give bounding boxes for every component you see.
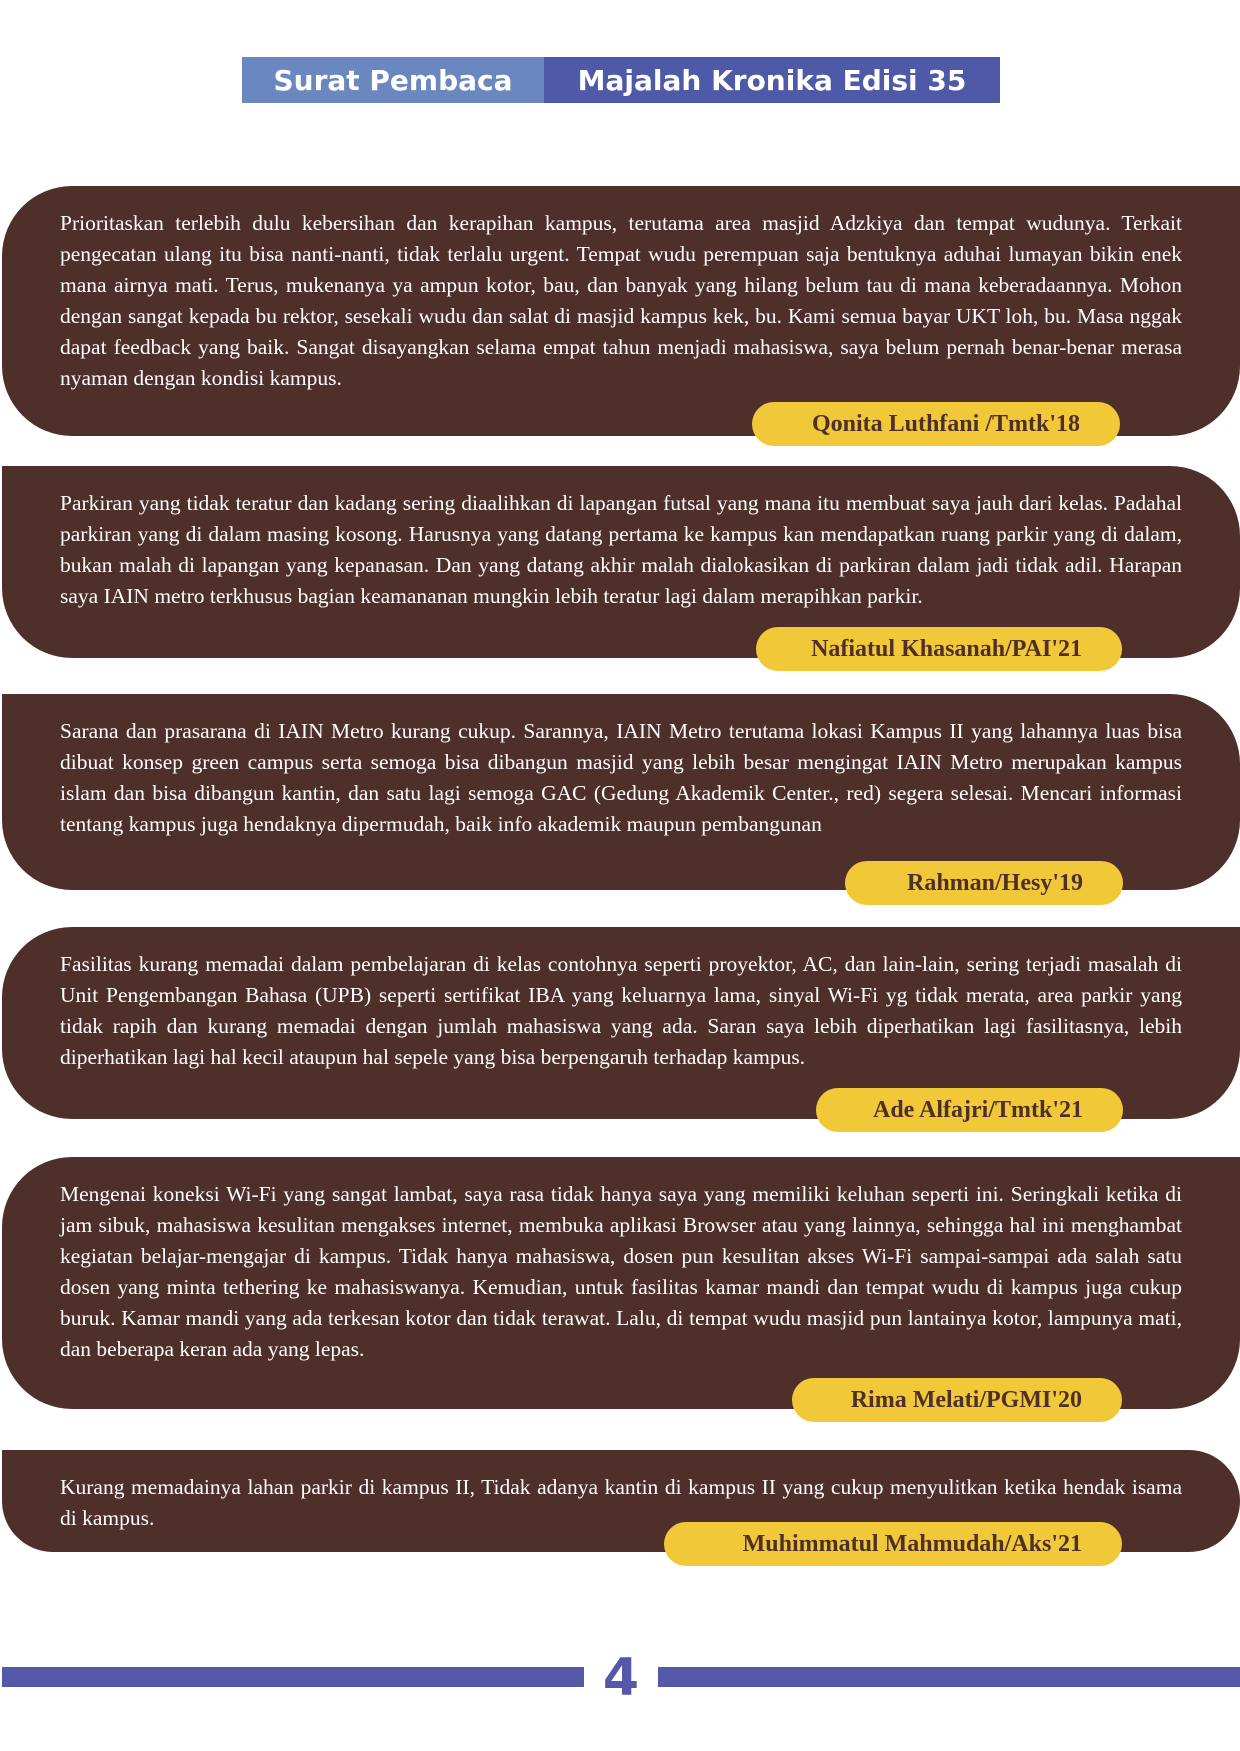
footer-bar-left	[2, 1667, 584, 1687]
letter-text: Prioritaskan terlebih dulu kebersihan dan kerapihan kampus, terutama area masjid Adzkiya dan tempat wudunya. Terkait pengecatan ulang itu bisa nanti-nanti, tidak terlalu urgent. Tempat wudu perempuan saja bentuknya aduhai lumayan bikin enek mana airnya mati. Terus, mukenanya ya ampun kotor, bau, dan banyak yang hilang belum tau di mana keberadaannya. Mohon dengan sangat kepada bu rektor, sesekali wudu dan salat di masjid kampus kek, bu. Kami semua bayar UKT loh, bu. Masa nggak dapat feedback yang baik. Sangat disayangkan selama empat tahun menjadi mahasiswa, saya belum pernah benar-benar merasa nyaman dengan kondisi kampus.	[60, 211, 1182, 390]
letter-author: Muhimmatul Mahmudah/Aks'21	[664, 1522, 1122, 1566]
section-title: Surat Pembaca	[242, 57, 544, 103]
letter-author: Rahman/Hesy'19	[845, 861, 1123, 905]
letter-text: Fasilitas kurang memadai dalam pembelajaran di kelas contohnya seperti proyektor, AC, dan lain-lain, sering terjadi masalah di Unit Pengembangan Bahasa (UPB) seperti sertifikat IBA yang keluarnya lama, sinyal Wi-Fi yg tidak merata, area parkir yang tidak rapih dan kurang memadai dengan jumlah mahasiswa yang ada. Saran saya lebih diperhatikan lagi fasilitasnya, lebih diperhatikan lagi hal kecil ataupun hal sepele yang bisa berpengaruh terhadap kampus.	[60, 952, 1182, 1069]
letter-author: Rima Melati/PGMI'20	[792, 1378, 1122, 1422]
letter-author: Nafiatul Khasanah/PAI'21	[756, 627, 1122, 671]
footer-bar-right	[658, 1667, 1240, 1687]
letter-card	[2, 1157, 1240, 1409]
magazine-title: Majalah Kronika Edisi 35	[544, 57, 1000, 103]
letter-card	[2, 186, 1240, 436]
page-number: 4	[602, 1648, 640, 1708]
letter-text: Kurang memadainya lahan parkir di kampus II, Tidak adanya kantin di kampus II yang cukup menyulitkan ketika hendak isama di kampus.	[60, 1475, 1182, 1530]
letter-author: Qonita Luthfani /Tmtk'18	[752, 402, 1120, 446]
letter-author: Ade Alfajri/Tmtk'21	[816, 1088, 1123, 1132]
letter-text: Mengenai koneksi Wi-Fi yang sangat lambat, saya rasa tidak hanya saya yang memiliki keluhan seperti ini. Seringkali ketika di jam sibuk, mahasiswa kesulitan mengakses internet, membuka aplikasi Browser atau yang lainnya, sehingga hal ini menghambat kegiatan belajar-mengajar di kampus. Tidak hanya mahasiswa, dosen pun kesulitan akses Wi-Fi sampai-sampai ada salah satu dosen yang minta tethering ke mahasiswanya. Kemudian, untuk fasilitas kamar mandi dan tempat wudu di kampus juga cukup buruk. Kamar mandi yang ada terkesan kotor dan tidak terawat. Lalu, di tempat wudu masjid pun lantainya kotor, lampunya mati, dan beberapa keran ada yang lepas.	[60, 1182, 1182, 1361]
page-header	[242, 57, 1000, 103]
letter-text: Parkiran yang tidak teratur dan kadang sering diaalihkan di lapangan futsal yang mana itu membuat saya jauh dari kelas. Padahal parkiran yang di dalam masing kosong. Harusnya yang datang pertama ke kampus kan mendapatkan ruang parkir yang di dalam, bukan malah di lapangan yang kepanasan. Dan yang datang akhir malah dialokasikan di parkiran dalam jadi tidak adil. Harapan saya IAIN metro terkhusus bagian keamananan mungkin lebih teratur lagi dalam merapihkan parkir.	[60, 491, 1182, 608]
letter-text: Sarana dan prasarana di IAIN Metro kurang cukup. Sarannya, IAIN Metro terutama lokasi Kampus II yang lahannya luas bisa dibuat konsep green campus serta semoga bisa dibangun masjid yang lebih besar mengingat IAIN Metro merupakan kampus islam dan bisa dibangun kantin, dan satu lagi semoga GAC (Gedung Akademik Center., red) segera selesai. Mencari informasi tentang kampus juga hendaknya dipermudah, baik info akademik maupun pembangunan	[60, 719, 1182, 836]
